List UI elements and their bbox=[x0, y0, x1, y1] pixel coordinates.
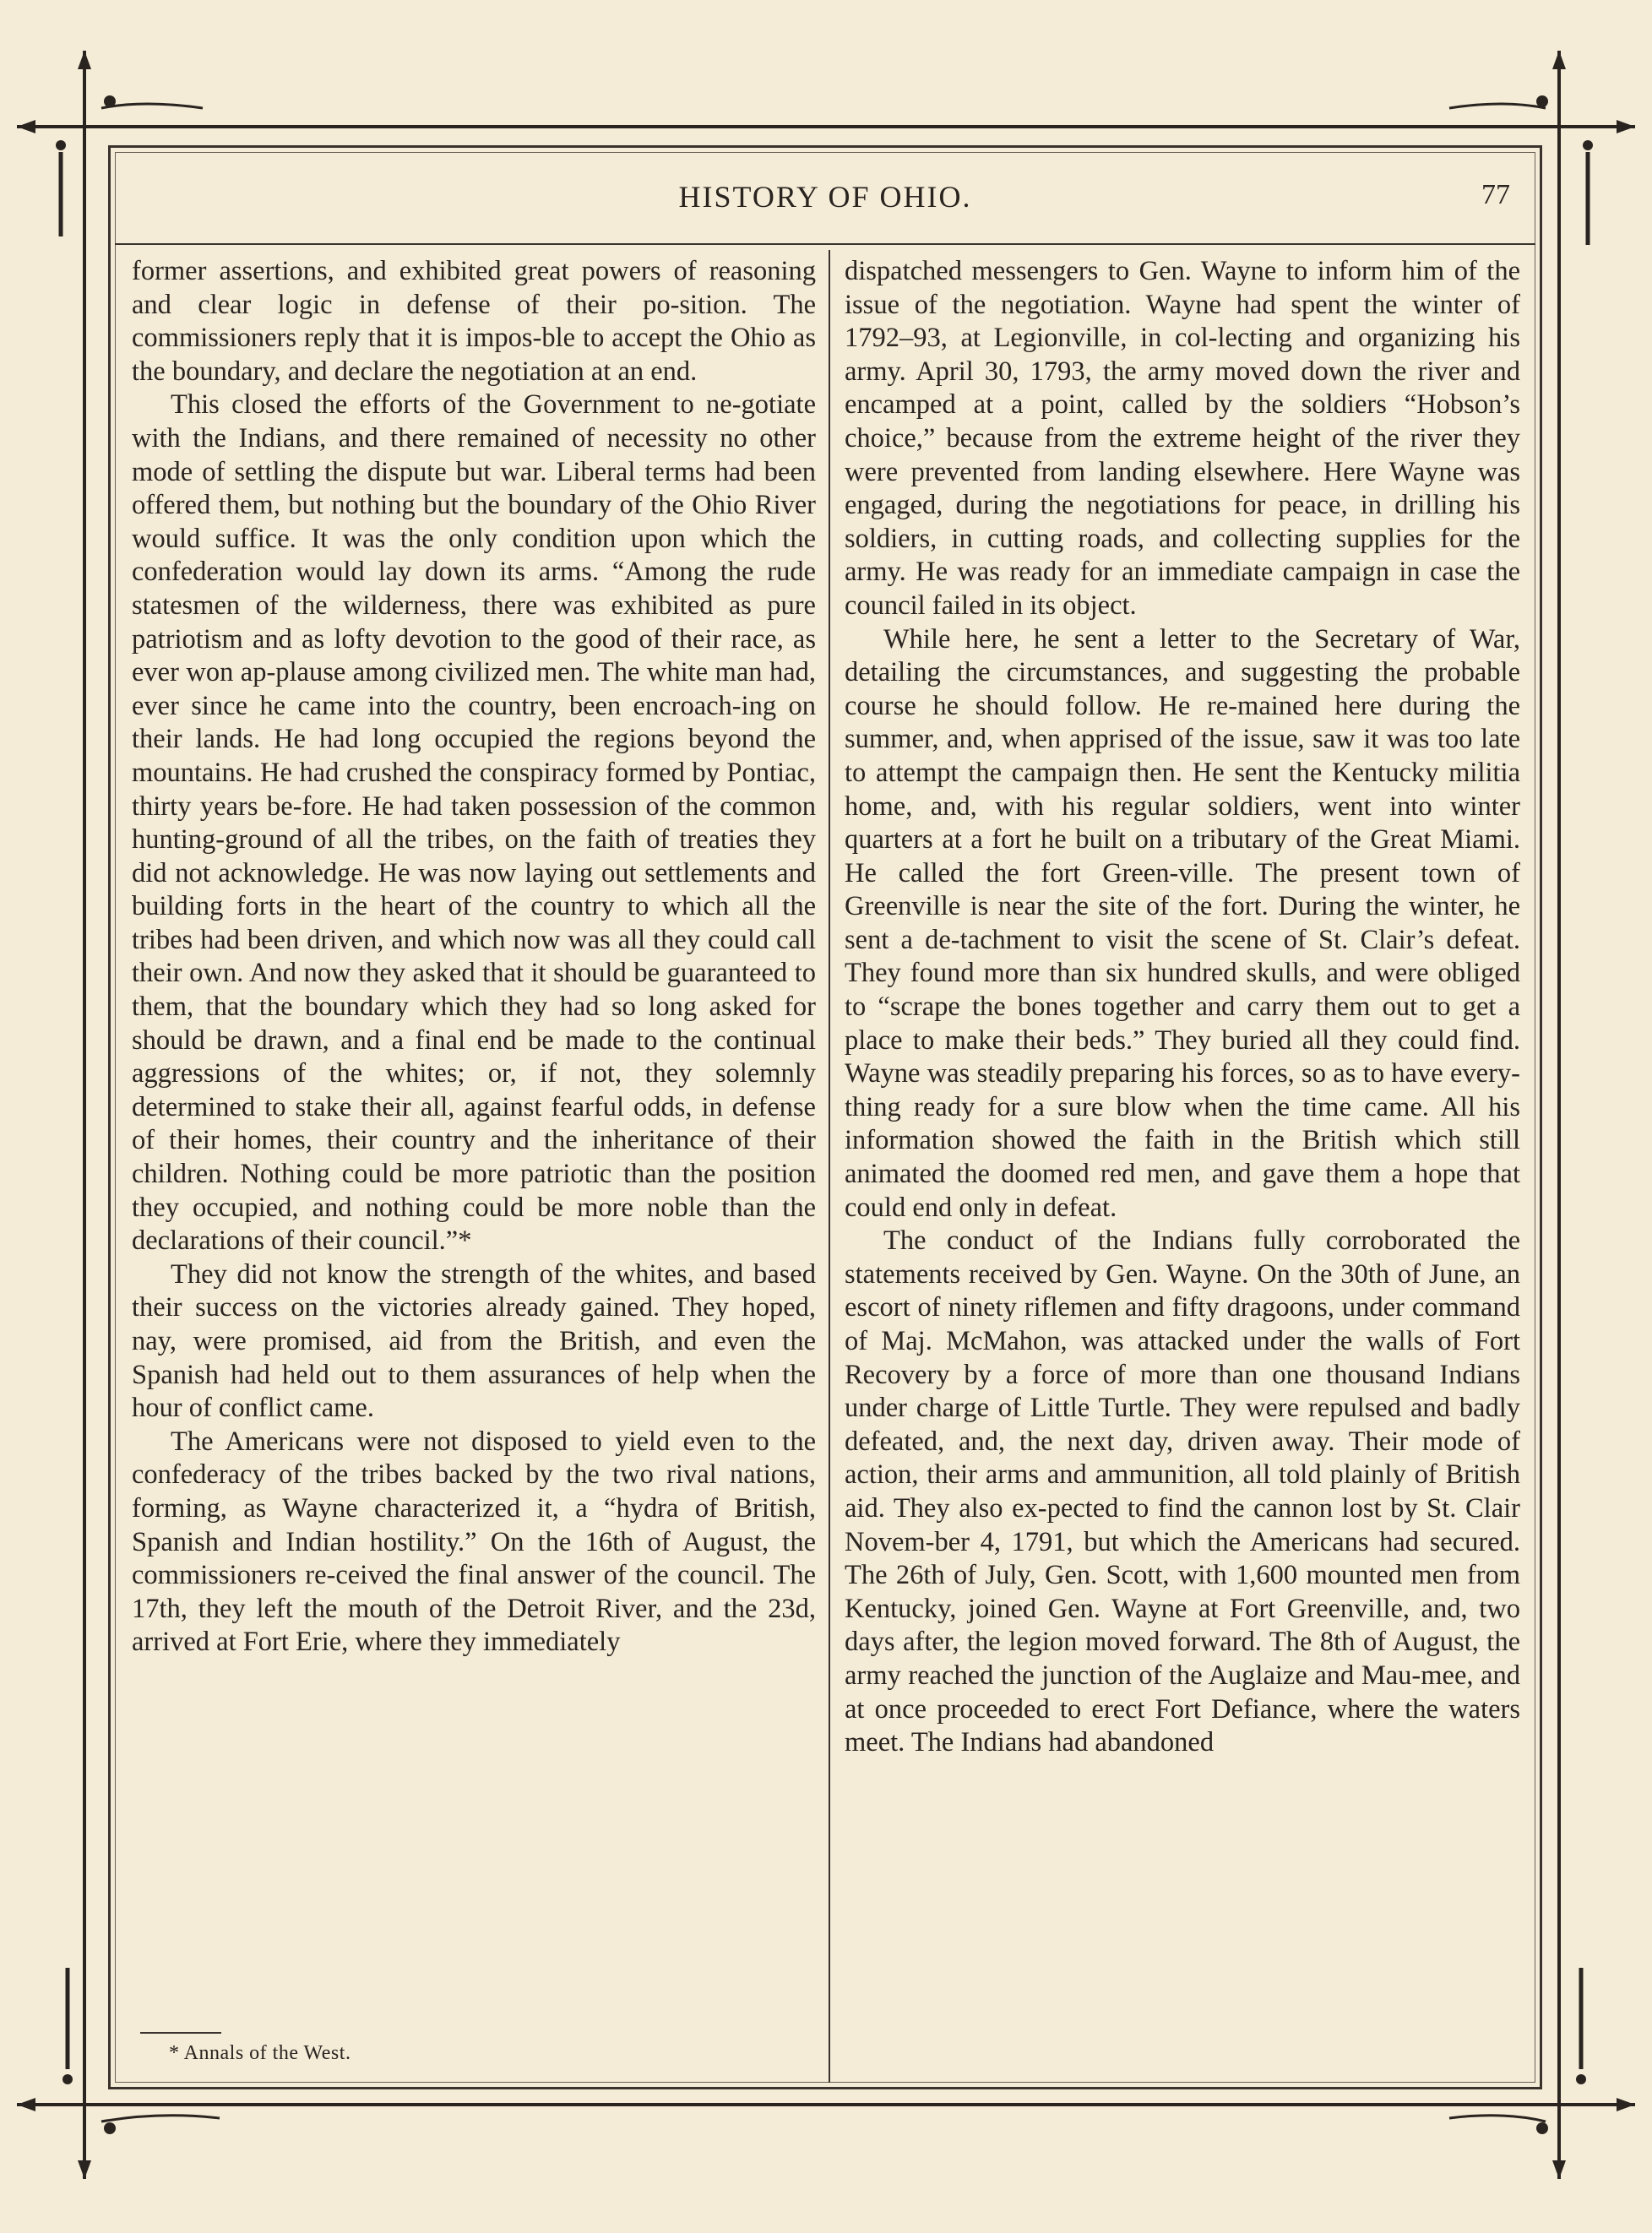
paragraph: They did not know the strength of the whites, and based their success on the victories already gained. They hoped, nay, were promised, aid from the British, and even the Spanish had held out to them assurances of help when the hour of conflict came. bbox=[132, 1258, 816, 1424]
paragraph: This closed the efforts of the Government to ne-gotiate with the Indians, and there remained of necessity no other mode of settling the dispute but war. Liberal terms had been offered them, but nothing but the boundary of the Ohio River would suffice. It was the only condition upon which the confederation would lay down its arms. “Among the rude statesmen of the wilderness, there was exhibited as pure patriotism and as lofty devotion to the good of their race, as ever won ap-plause among civilized men. The white man had, ever since he came into the country, been encroach-ing on their lands. He had long occupied the regions beyond the mountains. He had crushed the conspiracy formed by Pontiac, thirty years be-fore. He had taken possession of the common hunting-ground of all the tribes, on the faith of treaties they did not acknowledge. He was now laying out settlements and building forts in the heart of the country to which all the tribes had been driven, and which now was all they could call their own. And now they asked that it should be guaranteed to them, that the boundary which they had so long asked for should be drawn, and a final end be made to the continual aggressions of the whites; or, if not, they solemnly determined to stake their all, against fearful odds, in defense of their homes, their country and the inheritance of their children. Nothing could be more patriotic than the position they occupied, and nothing could be more noble than the declarations of their council.”* bbox=[132, 389, 816, 1257]
paragraph: former assertions, and exhibited great powers of reasoning and clear logic in defense of their po-sition. The commissioners reply that it is impos-ble to accept the Ohio as the boundary, and declare the negotiation at an end. bbox=[132, 256, 816, 387]
footnote: * Annals of the West. bbox=[169, 2042, 351, 2064]
right-column bbox=[845, 255, 1520, 1760]
running-head: HISTORY OF OHIO. bbox=[678, 180, 972, 214]
footnote-rule bbox=[140, 2032, 221, 2034]
page-header bbox=[115, 179, 1535, 230]
paragraph: The conduct of the Indians fully corroborated the statements received by Gen. Wayne. On the 30th of June, an escort of ninety riflemen and fifty dragoons, under command of Maj. McMahon, was attacked under the walls of Fort Recovery by a force of more than one thousand Indians under charge of Little Turtle. They were repulsed and badly defeated, and, the next day, driven away. Their mode of action, their arms and ammunition, all told plainly of British aid. They also ex-pected to find the cannon lost by St. Clair Novem-ber 4, 1791, but which the Americans had secured. The 26th of July, Gen. Scott, with 1,600 mounted men from Kentucky, joined Gen. Wayne at Fort Greenville, and, two days after, the legion moved forward. The 8th of August, the army reached the junction of the Auglaize and Mau-mee, and at once proceeded to erect Fort Defiance, where the waters meet. The Indians had abandoned bbox=[845, 1225, 1520, 1758]
paragraph: The Americans were not disposed to yield even to the confederacy of the tribes backed by the two rival nations, forming, as Wayne characterized it, a “hydra of British, Spanish and Indian hostility.” On the 16th of August, the commissioners re-ceived the final answer of the council. The 17th, they left the mouth of the Detroit River, and the 23d, arrived at Fort Erie, where they immediately bbox=[132, 1426, 816, 1658]
column-divider bbox=[829, 250, 830, 2083]
left-column bbox=[132, 255, 816, 1660]
page-number: 77 bbox=[1481, 179, 1510, 210]
paragraph: dispatched messengers to Gen. Wayne to inform him of the issue of the negotiation. Wayne had spent the winter of 1792–93, at Legionville, in col-lecting and organizing his army. April 30, 1793, the army moved down the river and encamped at a point, called by the soldiers “Hobson’s choice,” because from the extreme height of the river they were prevented from landing elsewhere. Here Wayne was engaged, during the negotiations for peace, in drilling his soldiers, in cutting roads, and collecting supplies for the army. He was ready for an immediate campaign in case the council failed in its object. bbox=[845, 256, 1520, 621]
header-rule bbox=[115, 243, 1535, 245]
paragraph: While here, he sent a letter to the Secretary of War, detailing the circumstances, and suggesting the probable course he should follow. He re-mained here during the summer, and, when apprised of the issue, saw it was too late to attempt the campaign then. He sent the Kentucky militia home, and, with his regular soldiers, went into winter quarters at a fort he built on a tributary of the Great Miami. He called the fort Green-ville. The present town of Greenville is near the site of the fort. During the winter, he sent a de-tachment to visit the scene of St. Clair’s defeat. They found more than six hundred skulls, and were obliged to “scrape the bones together and carry them out to get a place to make their beds.” They buried all they could find. Wayne was steadily preparing his forces, so as to have every-thing ready for a sure blow when the time came. All his information showed the faith in the British which still animated the doomed red men, and gave them a hope that could end only in defeat. bbox=[845, 623, 1520, 1223]
